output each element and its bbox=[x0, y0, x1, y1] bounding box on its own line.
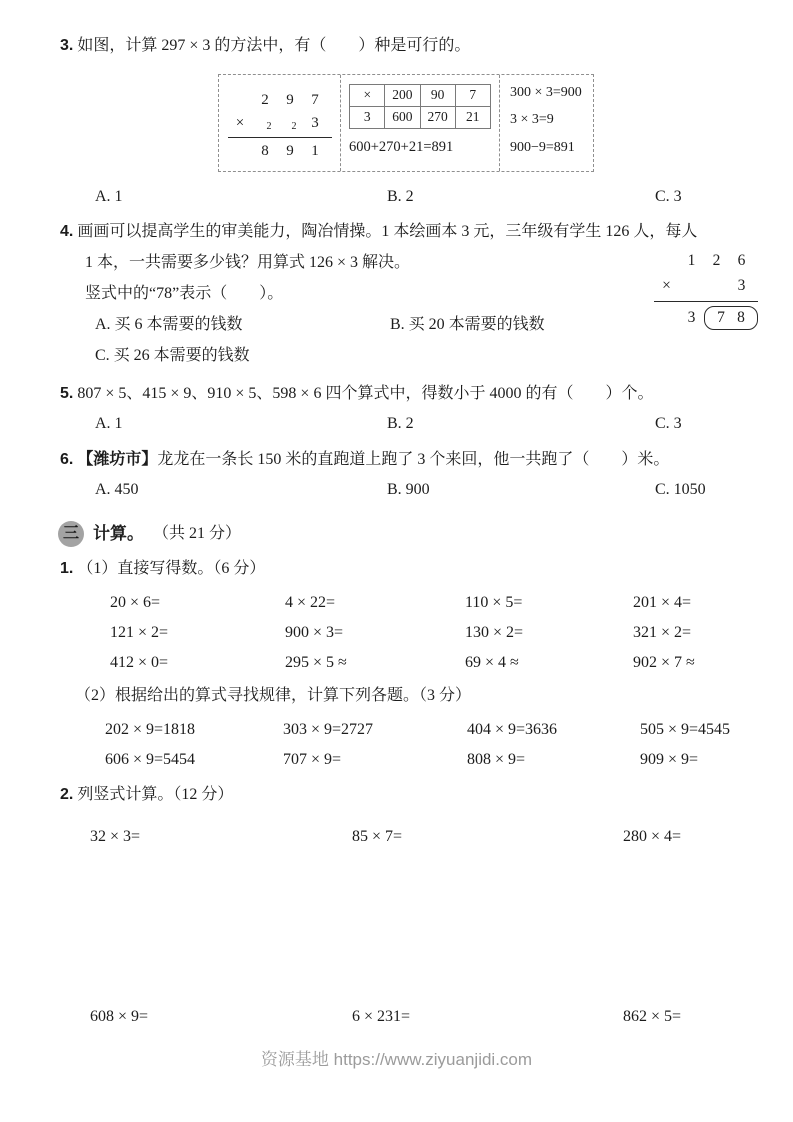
pattern-calc-grid bbox=[60, 715, 763, 775]
expression: 909 × 9= bbox=[640, 751, 699, 768]
question-4-option-c: C. 买 26 本需要的钱数 bbox=[95, 347, 250, 364]
vertical-calc-297x3 bbox=[228, 89, 332, 163]
vcalc-multiplier-row bbox=[654, 273, 758, 302]
figure-vertical-method bbox=[219, 75, 341, 171]
expression: 202 × 9=1818 bbox=[105, 721, 196, 738]
option-b: B. 900 bbox=[387, 481, 430, 498]
digit: 6 bbox=[737, 252, 746, 269]
expression: 110 × 5= bbox=[465, 594, 523, 611]
expression: 32 × 3= bbox=[90, 828, 141, 845]
cell: 3 bbox=[350, 107, 385, 129]
question-5 bbox=[60, 378, 763, 409]
column-calc-row-1 bbox=[60, 822, 763, 852]
cell: 200 bbox=[385, 85, 420, 107]
digit: 9 bbox=[286, 143, 294, 159]
vcalc-result-row bbox=[654, 305, 758, 330]
question-4 bbox=[60, 216, 763, 371]
option-c: C. 1050 bbox=[655, 481, 706, 498]
expression: 902 × 7 ≈ bbox=[633, 654, 695, 671]
option-c: C. 3 bbox=[655, 415, 682, 432]
expression: 303 × 9=2727 bbox=[283, 721, 374, 738]
carry-digit: 2 bbox=[266, 121, 272, 132]
question-6 bbox=[60, 444, 763, 475]
expression: 505 × 9=4545 bbox=[640, 721, 731, 738]
digit: 7 bbox=[717, 308, 725, 326]
figure-estimate-method bbox=[500, 75, 593, 171]
section-number-badge: 三 bbox=[58, 521, 84, 547]
digit: 1 bbox=[311, 143, 319, 159]
expression: 404 × 9=3636 bbox=[467, 721, 558, 738]
question-5-number: 5. bbox=[60, 385, 74, 402]
question-3-options bbox=[60, 182, 763, 212]
calc-1-sub2-heading: （2）根据给出的算式寻找规律，计算下列各题。（3 分） bbox=[75, 687, 472, 704]
expression: 6 × 231= bbox=[352, 1008, 411, 1025]
question-4-number: 4. bbox=[60, 223, 74, 240]
question-6-text: 龙龙在一条长 150 米的直跑道上跑了 3 个来回，他一共跑了（ ）米。 bbox=[157, 451, 670, 468]
partial-products-sum: 600+270+21=891 bbox=[349, 139, 454, 155]
expression: 900 × 3= bbox=[285, 624, 344, 641]
digit: 3 bbox=[687, 309, 696, 326]
multiply-sign: × bbox=[662, 277, 671, 294]
option-a: A. 买 6 本需要的钱数 bbox=[95, 316, 243, 333]
cell: × bbox=[350, 85, 385, 107]
calc-2-title: 列竖式计算。（12 分） bbox=[77, 786, 234, 803]
question-6-number: 6. bbox=[60, 451, 74, 468]
calc-2-number: 2. bbox=[60, 786, 74, 803]
vcalc-multiplier-row bbox=[228, 112, 332, 138]
question-5-text: 807 × 5、415 × 9、910 × 5、598 × 6 四个算式中，得数小于 4000 的有（ ）个。 bbox=[77, 385, 654, 402]
multiply-sign: × bbox=[235, 115, 245, 131]
expression: 201 × 4= bbox=[633, 594, 692, 611]
question-6-city-tag: 【潍坊市】 bbox=[77, 451, 158, 468]
vcalc-result-row bbox=[228, 140, 332, 163]
expression: 862 × 5= bbox=[623, 1008, 682, 1025]
expression: 295 × 5 ≈ bbox=[285, 654, 347, 671]
method3-line: 900−9=891 bbox=[510, 139, 575, 155]
cell: 270 bbox=[420, 107, 455, 129]
calc-1-sub1-heading bbox=[60, 553, 763, 584]
expression: 4 × 22= bbox=[285, 594, 336, 611]
calc-1-sub1-title: （1）直接写得数。（6 分） bbox=[77, 560, 266, 577]
question-3-text: 如图，计算 297 × 3 的方法中，有（ ）种是可行的。 bbox=[77, 37, 471, 54]
digit: 2 bbox=[261, 92, 269, 108]
vcalc-multiplicand-row bbox=[228, 89, 332, 112]
direct-calc-grid bbox=[60, 588, 763, 678]
expression: 707 × 9= bbox=[283, 751, 342, 768]
section-3-heading bbox=[58, 521, 763, 547]
question-4-line3: 竖式中的“78”表示（ ）。 bbox=[85, 285, 284, 302]
expression: 808 × 9= bbox=[467, 751, 526, 768]
watermark-footer: 资源基地 https://www.ziyuanjidi.com bbox=[260, 1049, 533, 1069]
expression: 412 × 0= bbox=[110, 654, 169, 671]
digit: 9 bbox=[286, 92, 294, 108]
option-a: A. 1 bbox=[95, 188, 123, 205]
question-4-line1 bbox=[60, 216, 763, 247]
carry-digit: 2 bbox=[291, 121, 297, 132]
digit: 3 bbox=[737, 277, 746, 294]
vertical-calc-126x3 bbox=[654, 248, 758, 330]
option-a: A. 450 bbox=[95, 481, 139, 498]
expression: 130 × 2= bbox=[465, 624, 524, 641]
section-title: 计算。 bbox=[93, 524, 144, 544]
cell: 90 bbox=[420, 85, 455, 107]
option-b: B. 买 20 本需要的钱数 bbox=[390, 316, 545, 333]
expression: 20 × 6= bbox=[110, 594, 161, 611]
figure-grid-method bbox=[341, 75, 500, 171]
expression: 280 × 4= bbox=[623, 828, 682, 845]
digit: 3 bbox=[311, 115, 319, 131]
partial-products-table bbox=[349, 84, 491, 129]
question-3-number: 3. bbox=[60, 37, 74, 54]
calc-1-number: 1. bbox=[60, 560, 74, 577]
question-4-line2: 1 本，一共需要多少钱？用算式 126 × 3 解决。 bbox=[85, 254, 411, 271]
digit: 1 bbox=[687, 252, 696, 269]
digit: 7 bbox=[311, 92, 319, 108]
expression: 321 × 2= bbox=[633, 624, 692, 641]
method3-line: 3 × 3=9 bbox=[510, 112, 554, 128]
vcalc-multiplicand-row bbox=[654, 248, 758, 273]
option-c: C. 3 bbox=[655, 188, 682, 205]
digit: 2 bbox=[712, 252, 721, 269]
option-b: B. 2 bbox=[387, 188, 414, 205]
question-6-options bbox=[60, 475, 763, 505]
question-5-options bbox=[60, 409, 763, 439]
expression: 606 × 9=5454 bbox=[105, 751, 196, 768]
column-calc-row-2 bbox=[60, 1002, 763, 1032]
expression: 69 × 4 ≈ bbox=[465, 654, 519, 671]
section-score: （共 21 分） bbox=[153, 525, 242, 542]
option-a: A. 1 bbox=[95, 415, 123, 432]
question-4-text1: 画画可以提高学生的审美能力，陶冶情操。1 本绘画本 3 元，三年级有学生 126 人，每人 bbox=[77, 223, 698, 240]
expression: 85 × 7= bbox=[352, 828, 403, 845]
table-header-row bbox=[350, 85, 491, 107]
expression: 121 × 2= bbox=[110, 624, 169, 641]
question-3 bbox=[60, 30, 763, 61]
option-b: B. 2 bbox=[387, 415, 414, 432]
method3-line: 300 × 3=900 bbox=[510, 85, 582, 100]
table-value-row bbox=[350, 107, 491, 129]
cell: 600 bbox=[385, 107, 420, 129]
digit: 8 bbox=[737, 308, 745, 326]
working-space bbox=[60, 852, 763, 990]
calc-2-heading bbox=[60, 779, 763, 810]
cell: 7 bbox=[455, 85, 490, 107]
boxed-digits bbox=[704, 306, 758, 330]
cell: 21 bbox=[455, 107, 490, 129]
expression: 608 × 9= bbox=[90, 1008, 149, 1025]
digit: 8 bbox=[261, 143, 269, 159]
question-3-figure bbox=[218, 74, 594, 172]
